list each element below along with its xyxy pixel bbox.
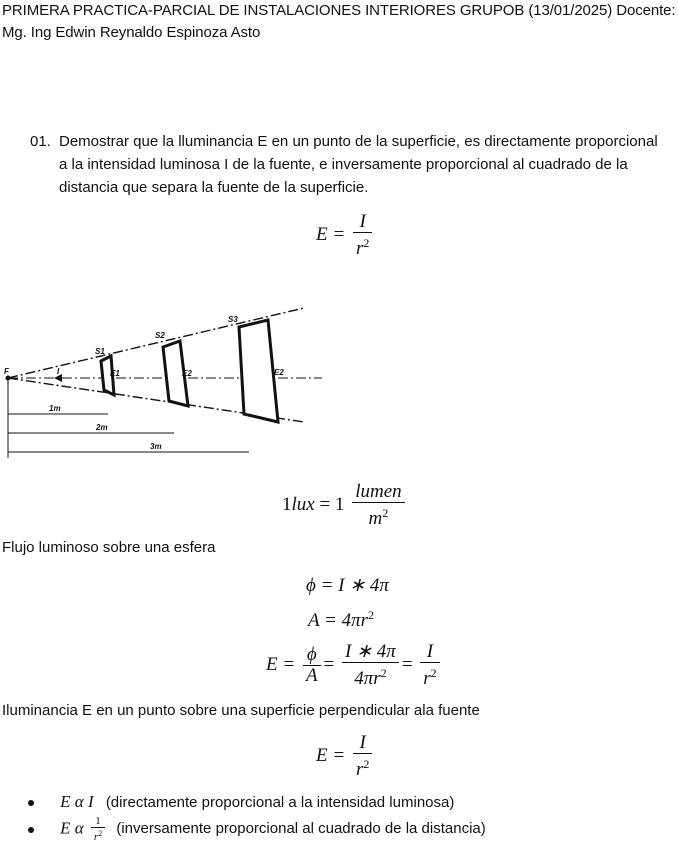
bullet-1-math: E α I [60,792,94,811]
label-f: F [4,367,9,376]
fraction-numerator: I [353,212,372,233]
lux-fraction [352,482,404,529]
label-e3: E2 [274,368,284,377]
chain-fraction-3: $\frac{I}{r^2}$ [420,642,439,689]
bullet-dot-icon [28,827,34,833]
label-3m: 3m [150,442,162,451]
label-s3: S3 [228,315,238,324]
formula-lux [282,482,408,529]
lux-numerator: lumen [352,482,404,503]
formula-e-chain: E = $\frac{\phi}{A}$ = $\frac{I ∗ 4\pi}{4\pi r^2}$ = $\frac{I}{r^2}$ [266,642,443,689]
question-1 [30,130,670,199]
formula-illuminance-1 [316,212,375,259]
formula-phi: ϕ = I ∗ 4π [306,575,389,596]
label-i: I [57,367,60,376]
chain-fraction-2: $\frac{I ∗ 4\pi}{4\pi r^2}$ [342,642,399,689]
bullet-dot-icon [28,800,34,806]
bullet-2-text: (inversamente proporcional al cuadrado de la distancia) [116,820,486,838]
fraction [353,212,372,259]
bullet-1-text: (directamente proporcional a la intensidad luminosa) [105,794,455,811]
bullet-2-math: E α [60,818,84,838]
question-text: Demostrar que la lluminancia E en un punto de la superficie, es directamente proporcional a la intensidad luminosa I de la fuente, e inversamente proporcional al cuadrado de la distancia que separa la fuente de la superficie. [59,133,658,196]
iluminancia-heading: Iluminancia E en un punto sobre una superficie perpendicular ala fuente [2,702,480,719]
label-1m: 1m [49,404,61,413]
formula-area: $A = 4\pi r^2$ [308,608,374,631]
label-e1: E1 [110,369,120,378]
lux-equals: = 1 [319,493,345,515]
light-diagram-figure [4,302,324,464]
fraction-2: $\frac{I}{r^2}$ [353,733,372,780]
bullet-2-fraction: $\frac{1}{r^2}$ [91,816,105,843]
document-header [2,0,678,44]
bullet-item-1 [28,792,454,812]
formula-illuminance-2: E = $\frac{I}{r^2}$ [316,733,375,780]
label-s1: S1 [95,347,105,356]
header-line-1: PRIMERA PRACTICA-PARCIAL DE INSTALACIONES INTERIORES GRUPOB (13/01/2025) Docente: [2,2,676,19]
question-number: 01. [30,133,51,150]
chain-fraction-1: $\frac{\phi}{A}$ [303,645,321,686]
header-line-2: Mg. Ing Edwin Reynaldo Espinoza Asto [2,24,261,41]
label-s2: S2 [155,331,165,340]
label-2m: 2m [96,423,108,432]
fraction-denominator: $r^2$ [355,236,370,259]
label-e2: E2 [182,369,192,378]
lux-coefficient: 1 [282,493,292,515]
bullet-item-2 [28,816,486,843]
formula-lhs: E = [316,223,346,245]
flujo-heading: Flujo luminoso sobre una esfera [2,539,216,556]
lux-denominator: $m^2$ [368,506,389,529]
lux-unit: lux [291,493,315,515]
